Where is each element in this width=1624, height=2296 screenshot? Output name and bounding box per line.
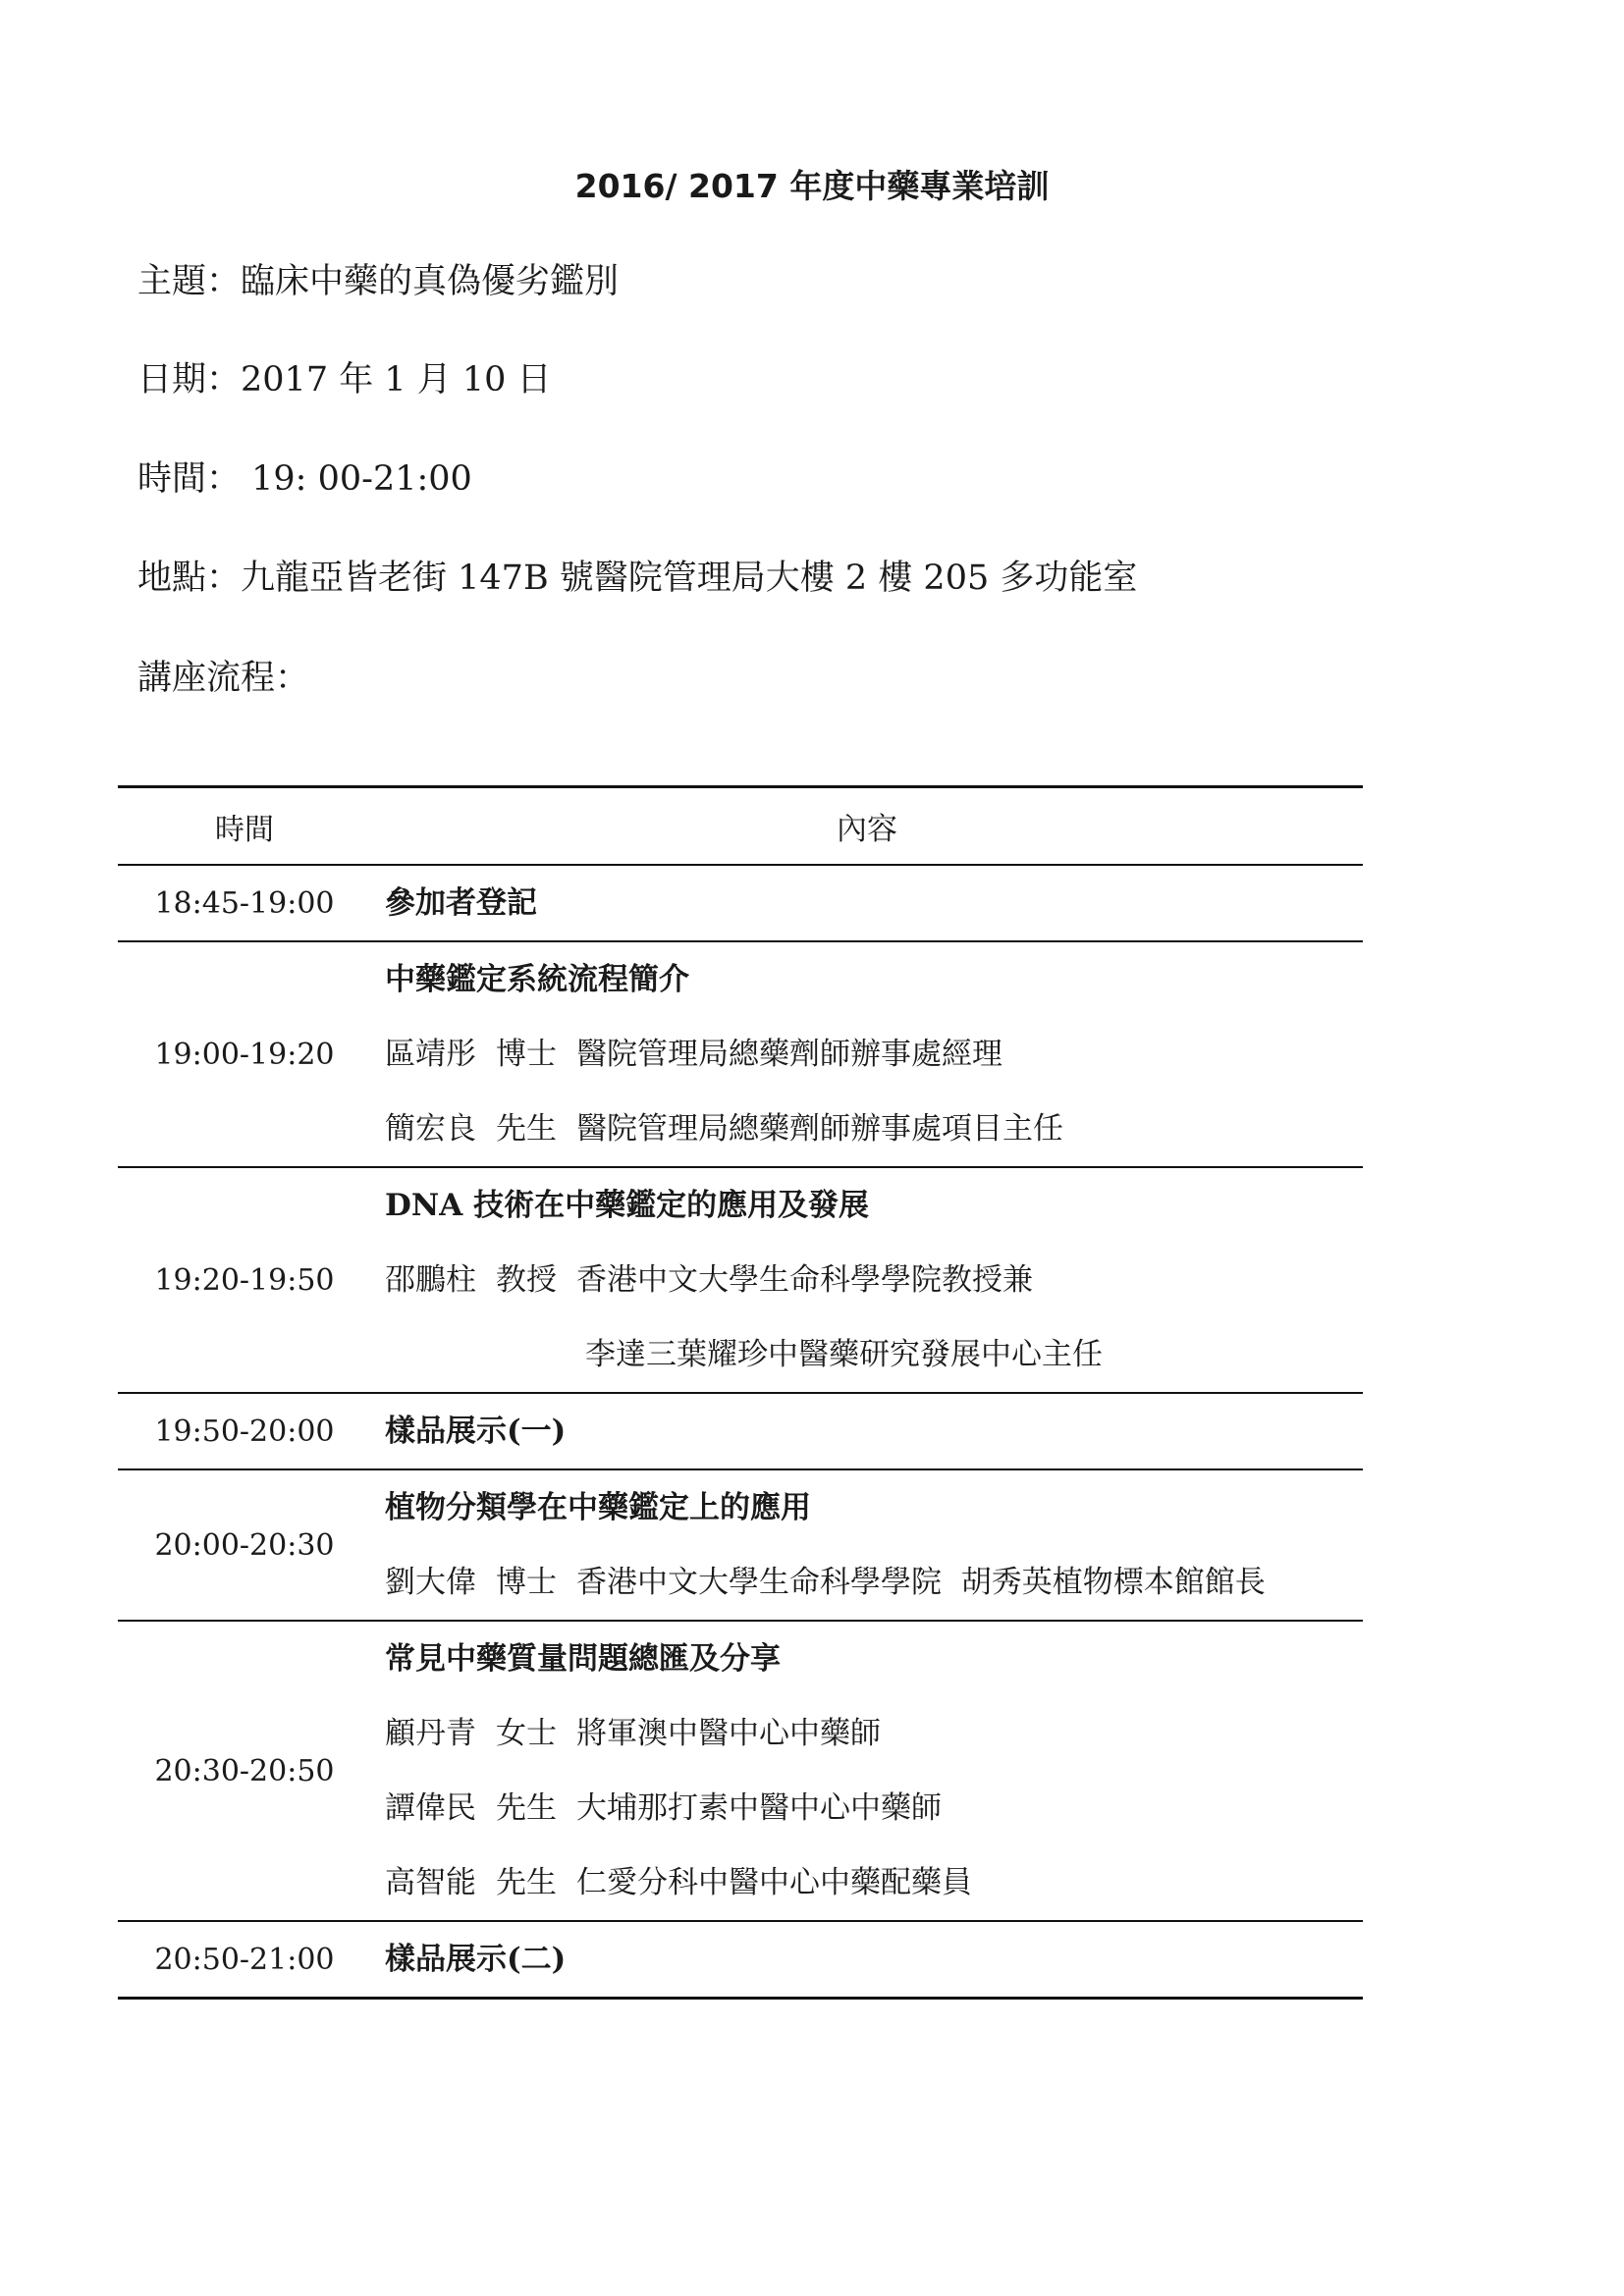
time-value: 19: 00-21:00 <box>241 459 472 499</box>
row-time: 19:20-19:50 <box>154 1262 335 1298</box>
schedule-row <box>118 942 1363 1168</box>
speaker-position: 醫院管理局總藥劑師辦事處項目主任 <box>576 1111 1063 1147</box>
row-time: 18:45-19:00 <box>154 885 335 921</box>
speaker-line <box>385 1092 1363 1166</box>
speaker-line <box>385 1243 1363 1317</box>
speaker-honorific: 女士 <box>496 1716 557 1751</box>
speaker-honorific: 先生 <box>496 1790 557 1826</box>
speaker-honorific: 先生 <box>496 1111 557 1147</box>
speaker-position: 將軍澳中醫中心中藥師 <box>576 1716 881 1751</box>
session-title: 樣品展示(一) <box>385 1414 567 1449</box>
speaker-line <box>385 1845 1363 1920</box>
venue-line <box>137 556 1137 601</box>
speaker-position: 仁愛分科中醫中心中藥配藥員 <box>576 1865 972 1900</box>
schedule-header <box>118 788 1363 866</box>
speaker-line <box>385 1017 1363 1092</box>
schedule-table <box>118 785 1363 2000</box>
session-title: 中藥鑑定系統流程簡介 <box>385 962 689 997</box>
speaker-title-continued: 李達三葉耀珍中醫藥研究發展中心主任 <box>585 1337 1103 1372</box>
topic-label: 主題： <box>137 262 242 301</box>
schedule-row <box>118 1394 1363 1470</box>
row-content <box>371 942 1363 1166</box>
time-label: 時間： <box>137 459 242 499</box>
speaker-name: 劉大偉 <box>385 1565 476 1600</box>
row-content <box>371 1922 1363 1997</box>
schedule-row <box>118 1470 1363 1622</box>
row-content <box>371 1622 1363 1920</box>
speaker-honorific: 教授 <box>496 1262 557 1298</box>
header-time: 時間 <box>215 812 274 847</box>
speaker-name: 邵鵬柱 <box>385 1262 476 1298</box>
row-time: 19:50-20:00 <box>154 1414 335 1449</box>
speaker-name: 簡宏良 <box>385 1111 476 1147</box>
speaker-line <box>385 1696 1363 1771</box>
row-time: 20:00-20:30 <box>154 1527 335 1563</box>
time-line <box>137 456 472 502</box>
speaker-line <box>385 1771 1363 1845</box>
row-content <box>371 1394 1363 1468</box>
schedule-row <box>118 1622 1363 1922</box>
document-title: 2016/ 2017 年度中藥專業培訓 <box>574 167 1050 205</box>
speaker-name: 高智能 <box>385 1865 476 1900</box>
speaker-position: 醫院管理局總藥劑師辦事處經理 <box>576 1037 1002 1072</box>
header-content: 內容 <box>837 812 897 847</box>
venue-label: 地點： <box>137 559 242 598</box>
speaker-honorific: 博士 <box>496 1037 557 1072</box>
session-title: DNA 技術在中藥鑑定的應用及發展 <box>385 1188 870 1223</box>
schedule-row <box>118 1922 1363 2000</box>
speaker-name: 譚偉民 <box>385 1790 476 1826</box>
speaker-position: 大埔那打素中醫中心中藥師 <box>576 1790 942 1826</box>
speaker-line <box>385 1545 1363 1620</box>
date-label: 日期： <box>137 360 242 400</box>
session-title: 參加者登記 <box>385 885 537 921</box>
row-content <box>371 1470 1363 1620</box>
row-time: 19:00-19:20 <box>154 1037 335 1072</box>
date-value: 2017 年 1 月 10 日 <box>241 360 552 400</box>
row-time: 20:50-21:00 <box>154 1942 335 1977</box>
speaker-honorific: 博士 <box>496 1565 557 1600</box>
schedule-row <box>118 866 1363 942</box>
speaker-position: 香港中文大學生命科學學院教授兼 <box>576 1262 1033 1298</box>
flow-label: 講座流程： <box>137 659 310 698</box>
session-title: 植物分類學在中藥鑑定上的應用 <box>385 1490 811 1525</box>
topic-line <box>137 259 619 304</box>
venue-value: 九龍亞皆老街 147B 號醫院管理局大樓 2 樓 205 多功能室 <box>241 559 1138 598</box>
session-title: 樣品展示(二) <box>385 1942 567 1977</box>
row-time: 20:30-20:50 <box>154 1753 335 1789</box>
row-content <box>371 866 1363 940</box>
schedule-row <box>118 1168 1363 1394</box>
speaker-name: 區靖彤 <box>385 1037 476 1072</box>
row-content <box>371 1168 1363 1392</box>
flow-line <box>137 656 309 701</box>
session-title: 常見中藥質量問題總匯及分享 <box>385 1641 781 1677</box>
speaker-name: 顧丹青 <box>385 1716 476 1751</box>
speaker-position: 香港中文大學生命科學學院 胡秀英植物標本館館長 <box>576 1565 1266 1600</box>
topic-value: 臨床中藥的真偽優劣鑑別 <box>241 262 620 301</box>
date-line <box>137 357 552 402</box>
speaker-honorific: 先生 <box>496 1865 557 1900</box>
